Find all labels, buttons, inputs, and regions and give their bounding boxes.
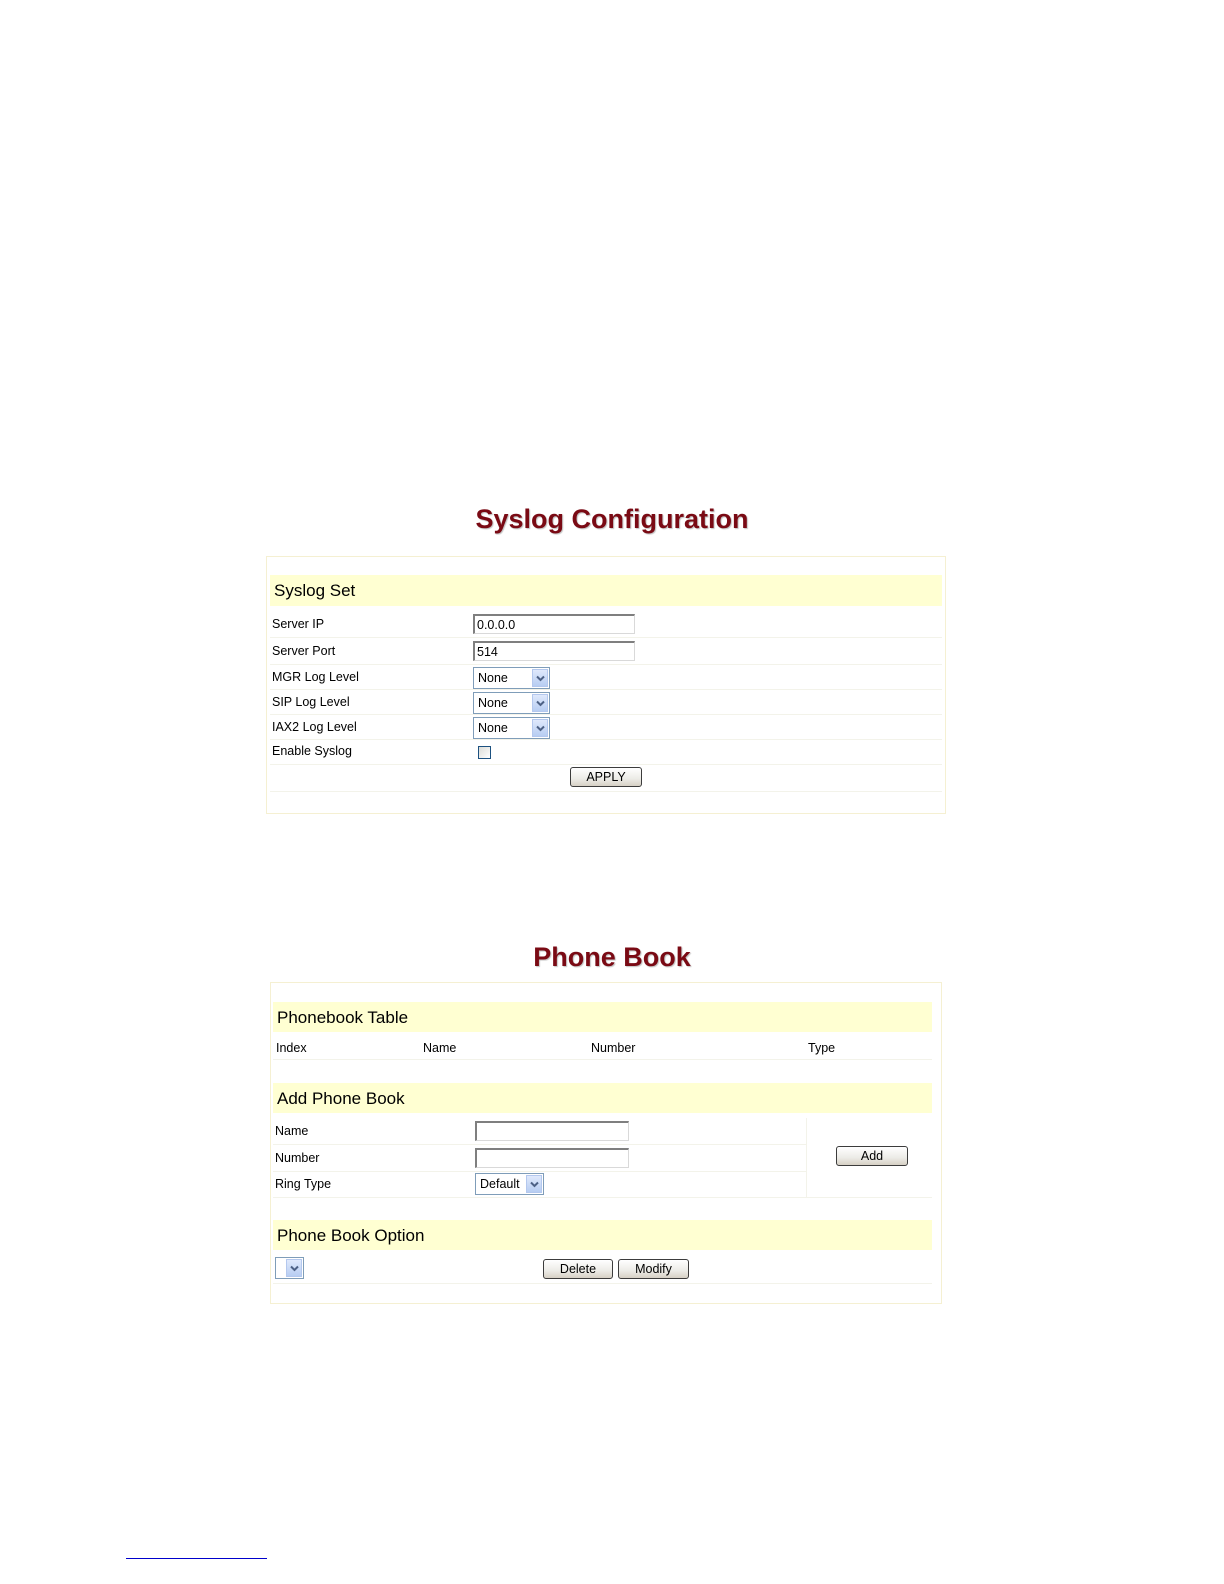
iax2-log-level-select[interactable] xyxy=(473,717,550,739)
add-phone-book-header: Add Phone Book xyxy=(273,1083,932,1113)
mgr-log-level-row xyxy=(270,665,942,690)
add-button[interactable]: Add xyxy=(836,1146,908,1166)
chevron-down-icon[interactable] xyxy=(286,1259,302,1277)
chevron-down-icon[interactable] xyxy=(532,694,548,712)
iax2-log-level-label: IAX2 Log Level xyxy=(272,720,357,734)
server-ip-label: Server IP xyxy=(272,617,325,631)
server-port-label: Server Port xyxy=(272,644,336,658)
mgr-log-level-value: None xyxy=(478,671,508,685)
server-port-input[interactable] xyxy=(473,641,635,661)
column-header-name: Name xyxy=(423,1041,457,1055)
sip-log-level-row xyxy=(270,690,942,715)
sip-log-level-select[interactable] xyxy=(473,692,550,714)
pb-name-input[interactable] xyxy=(475,1121,629,1141)
pb-number-input[interactable] xyxy=(475,1148,629,1168)
phone-book-entry-select[interactable] xyxy=(275,1257,304,1279)
mgr-log-level-label: MGR Log Level xyxy=(272,670,359,684)
enable-syslog-row xyxy=(270,740,942,765)
chevron-down-icon[interactable] xyxy=(532,669,548,687)
phone-book-option-header: Phone Book Option xyxy=(273,1220,932,1250)
pb-number-label: Number xyxy=(275,1151,320,1165)
ring-type-value: Default xyxy=(480,1177,520,1191)
sip-log-level-label: SIP Log Level xyxy=(272,695,350,709)
chevron-down-icon[interactable] xyxy=(526,1175,542,1193)
column-header-number: Number xyxy=(591,1041,636,1055)
pb-ring-type-label: Ring Type xyxy=(275,1177,332,1191)
ring-type-select[interactable] xyxy=(475,1173,544,1195)
sip-log-level-value: None xyxy=(478,696,508,710)
apply-button[interactable]: APPLY xyxy=(570,767,642,787)
iax2-log-level-value: None xyxy=(478,721,508,735)
phonebook-page-title: Phone Book xyxy=(533,942,691,972)
enable-syslog-label: Enable Syslog xyxy=(272,744,352,758)
iax2-log-level-row xyxy=(270,715,942,740)
syslog-set-header: Syslog Set xyxy=(270,575,942,606)
enable-syslog-checkbox[interactable] xyxy=(478,746,491,759)
chevron-down-icon[interactable] xyxy=(532,719,548,737)
footnote-separator xyxy=(126,1558,267,1559)
column-header-type: Type xyxy=(808,1041,836,1055)
pb-name-label: Name xyxy=(275,1124,309,1138)
server-ip-input[interactable] xyxy=(473,614,635,634)
column-header-index: Index xyxy=(276,1041,307,1055)
syslog-page-title: Syslog Configuration xyxy=(475,504,749,534)
mgr-log-level-select[interactable] xyxy=(473,667,550,689)
modify-button[interactable]: Modify xyxy=(618,1259,689,1279)
delete-button[interactable]: Delete xyxy=(543,1259,613,1279)
phonebook-table-header: Phonebook Table xyxy=(273,1002,932,1032)
